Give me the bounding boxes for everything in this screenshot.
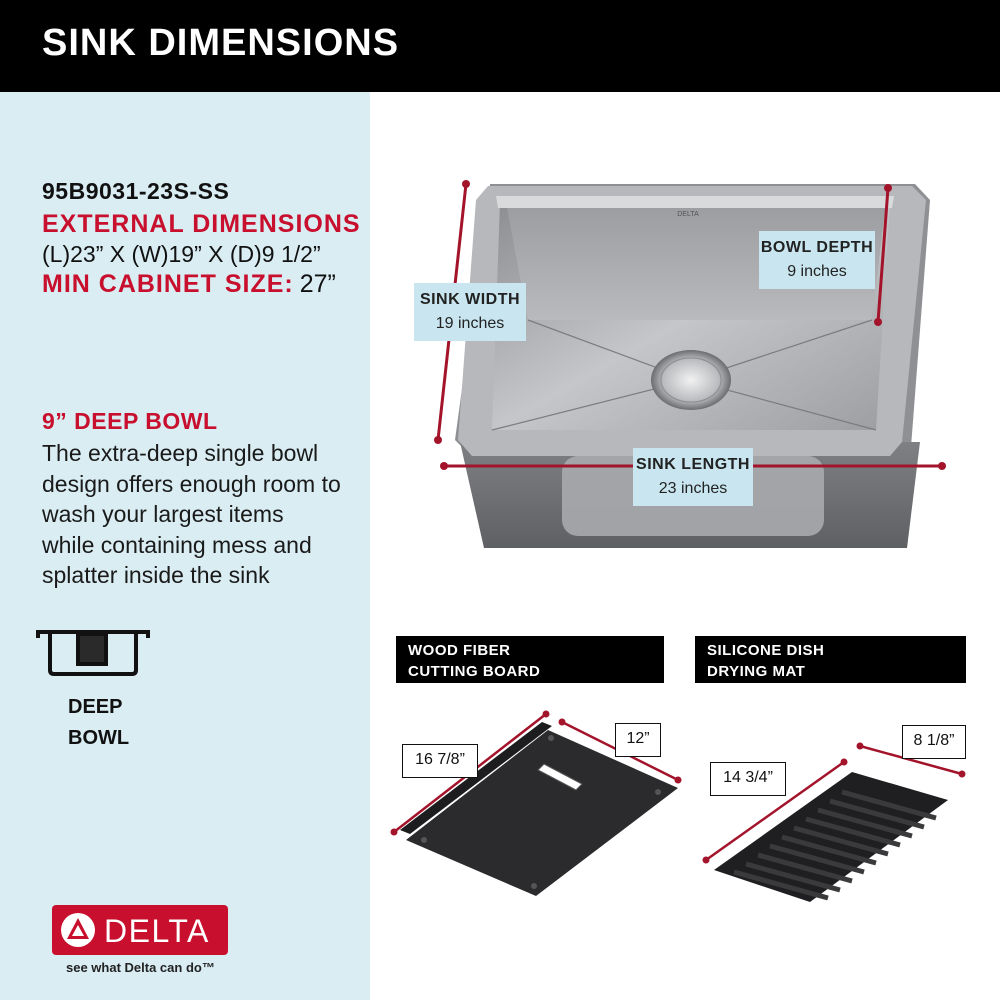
drying-mat-title: [695, 636, 966, 683]
brand-tagline: see what Delta can do™: [66, 960, 215, 975]
sink-width-callout: [414, 283, 526, 341]
cutting-board-title: [396, 636, 664, 683]
sink-length-value: 23 inches: [658, 480, 728, 497]
model-number: 95B9031-23S-SS: [42, 178, 230, 204]
min-cabinet-value: 27”: [299, 270, 336, 298]
page-title: SINK DIMENSIONS: [42, 22, 400, 64]
header-bar: [0, 0, 1000, 92]
bowl-depth-value: 9 inches: [787, 263, 847, 280]
sink-length-title: SINK LENGTH: [636, 456, 750, 473]
delta-logo-text: DELTA: [104, 913, 210, 949]
sink-width-value: 19 inches: [435, 315, 505, 332]
bowl-depth-title: BOWL DEPTH: [760, 239, 874, 256]
bowl-depth-callout: [759, 231, 875, 289]
drying-mat-title-line2: DRYING MAT: [707, 663, 806, 680]
delta-logo-mark-icon: [60, 912, 96, 948]
drying-mat-title-line1: SILICONE DISH: [707, 642, 825, 659]
feature-description: The extra-deep single bowl design offers enough room to wash your largest items while containing mess and splatter inside the sink: [42, 440, 341, 588]
deep-bowl-label: [68, 692, 129, 754]
deep-bowl-label-line2: BOWL: [68, 727, 130, 749]
cutting-board-title-line2: CUTTING BOARD: [408, 663, 541, 680]
deep-bowl-label-line1: DEEP: [68, 696, 123, 718]
min-cabinet-label: MIN CABINET SIZE:: [42, 270, 294, 298]
deep-bowl-icon: [36, 626, 150, 678]
sink-illustration: [400, 160, 980, 580]
sink-brand-mark: DELTA: [677, 211, 699, 218]
cutting-board-width-label: 12”: [615, 723, 661, 757]
sink-width-title: SINK WIDTH: [419, 291, 521, 308]
external-dimensions-value: (L)23” X (W)19” X (D)9 1/2”: [42, 241, 321, 267]
cutting-board-length-label: 16 7/8”: [402, 744, 478, 778]
delta-logo: [52, 905, 228, 955]
external-dimensions-label: EXTERNAL DIMENSIONS: [42, 210, 361, 238]
sink-length-callout: [633, 448, 753, 506]
drying-mat-length-label: 14 3/4”: [710, 762, 786, 796]
drying-mat-width-label: 8 1/8”: [902, 725, 966, 759]
cutting-board-title-line1: WOOD FIBER: [408, 642, 511, 659]
min-cabinet-size: [42, 270, 336, 299]
feature-heading: 9” DEEP BOWL: [42, 408, 218, 434]
